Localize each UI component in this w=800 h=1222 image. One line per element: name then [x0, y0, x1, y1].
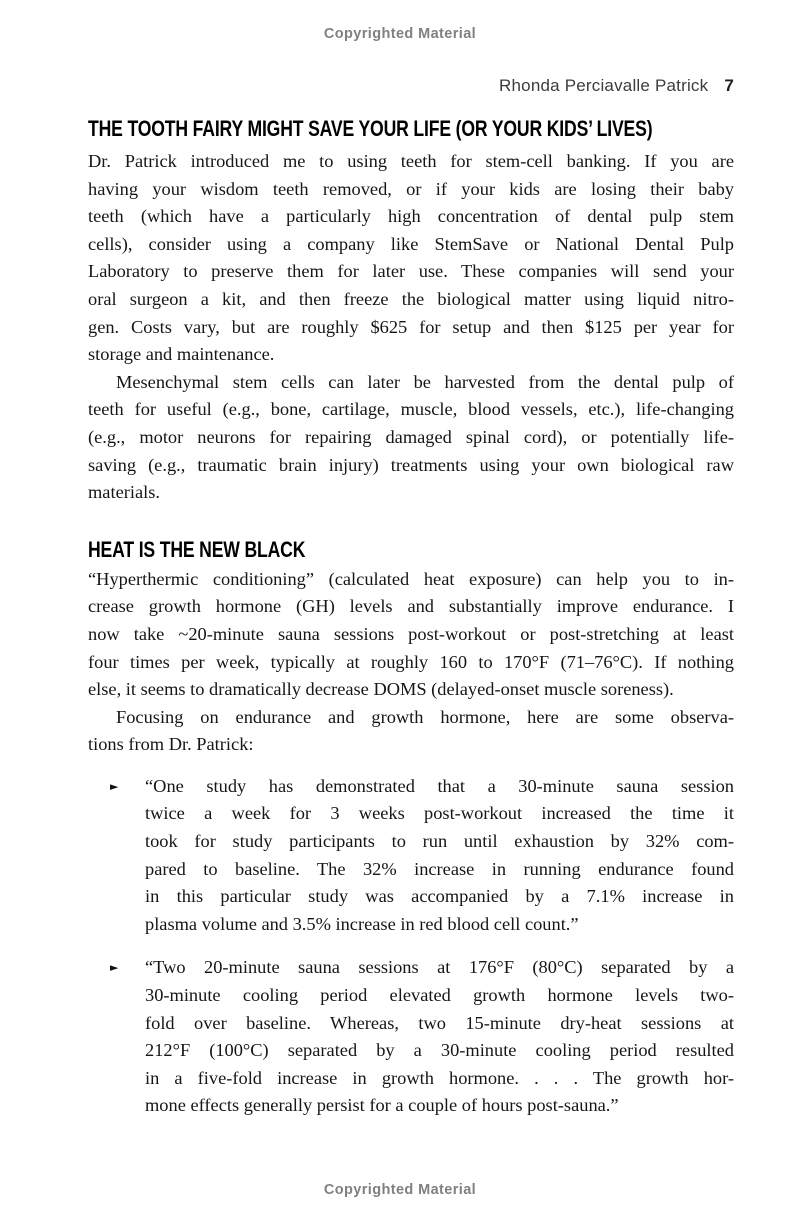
text-line: else, it seems to dramatically decrease DOMS (delayed-onset muscle soreness). — [88, 679, 674, 700]
text-line: Dr. Patrick introduced me to using teeth for stem-cell banking. If you are — [88, 151, 734, 171]
text-line: “One study has demonstrated that a 30-minute sauna session — [145, 775, 734, 796]
text-line: now take ~20-minute sauna sessions post-workout or post-stretching at least — [88, 623, 734, 644]
text-line: Laboratory to preserve them for later use. These companies will send your — [88, 261, 734, 282]
bullet-list — [88, 773, 734, 1120]
text-line: “Hyperthermic conditioning” (calculated heat exposure) can help you to in- — [88, 568, 734, 589]
text-line: having your wisdom teeth removed, or if your kids are losing their baby — [88, 178, 734, 199]
text-line: 30-minute cooling period elevated growth hormone levels two- — [145, 985, 734, 1006]
text-line: crease growth hormone (GH) levels and substantially improve endurance. I — [88, 596, 734, 617]
bullet-arrow-icon: ► — [110, 961, 119, 975]
text-line: twice a week for 3 weeks post-workout increased the time it — [145, 803, 734, 824]
text-line: oral surgeon a kit, and then freeze the biological matter using liquid nitro- — [88, 288, 734, 309]
text-line: saving (e.g., traumatic brain injury) treatments using your own biological raw — [88, 454, 734, 475]
paragraph — [88, 566, 734, 704]
text-line: mone effects generally persist for a couple of hours post-sauna.” — [145, 1095, 619, 1116]
text-line: fold over baseline. Whereas, two 15-minute dry-heat sessions at — [145, 1012, 734, 1033]
text-line: teeth (which have a particularly high concentration of dental pulp stem — [88, 206, 734, 227]
section-tooth-fairy — [88, 116, 734, 507]
text-line: teeth for useful (e.g., bone, cartilage, muscle, blood vessels, etc.), life-changing — [88, 399, 734, 420]
text-line: tions from Dr. Patrick: — [88, 734, 254, 755]
paragraph — [88, 148, 734, 369]
text-line: in this particular study was accompanied by a 7.1% increase in — [145, 886, 734, 907]
text-line: 212°F (100°C) separated by a 30-minute cooling period resulted — [145, 1040, 734, 1061]
paragraph — [88, 369, 734, 507]
text-line: Focusing on endurance and growth hormone, here are some observa- — [116, 706, 734, 727]
section-heat — [88, 537, 734, 1120]
paragraph — [88, 704, 734, 759]
text-line: gen. Costs vary, but are roughly $625 for setup and then $125 per year for — [88, 316, 734, 337]
text-line: pared to baseline. The 32% increase in running endurance found — [145, 858, 734, 879]
text-line: took for study participants to run until exhaustion by 32% com- — [145, 831, 734, 852]
section-heading-tooth-fairy: THE TOOTH FAIRY MIGHT SAVE YOUR LIFE (OR YOUR KIDS’ LIVES) — [88, 116, 653, 141]
text-line: “Two 20-minute sauna sessions at 176°F (80°C) separated by a — [145, 957, 734, 978]
text-line: in a five-fold increase in growth hormone. . . . The growth hor- — [145, 1067, 734, 1088]
text-line: (e.g., motor neurons for repairing damaged spinal cord), or potentially life- — [88, 426, 734, 447]
bullet-arrow-icon: ► — [110, 779, 119, 793]
page-number: 7 — [724, 76, 734, 95]
text-line: materials. — [88, 482, 161, 503]
bullet-text — [145, 954, 734, 1120]
copyright-notice-bottom: Copyrighted Material — [323, 1182, 477, 1198]
text-line: four times per week, typically at roughly 160 to 170°F (71–76°C). If nothing — [88, 651, 734, 672]
text-line: plasma volume and 3.5% increase in red blood cell count.” — [145, 913, 579, 934]
bullet-item — [88, 773, 734, 939]
bullet-text — [145, 773, 734, 939]
section-heading-heat: HEAT IS THE NEW BLACK — [88, 536, 306, 562]
running-header-title: Rhonda Perciavalle Patrick — [499, 76, 709, 95]
page-content — [88, 76, 734, 1120]
text-line: cells), consider using a company like StemSave or National Dental Pulp — [88, 233, 734, 254]
copyright-notice-top: Copyrighted Material — [323, 26, 477, 42]
text-line: Mesenchymal stem cells can later be harvested from the dental pulp of — [116, 371, 734, 392]
text-line: storage and maintenance. — [88, 344, 275, 365]
running-header — [88, 76, 734, 96]
bullet-item — [88, 954, 734, 1120]
